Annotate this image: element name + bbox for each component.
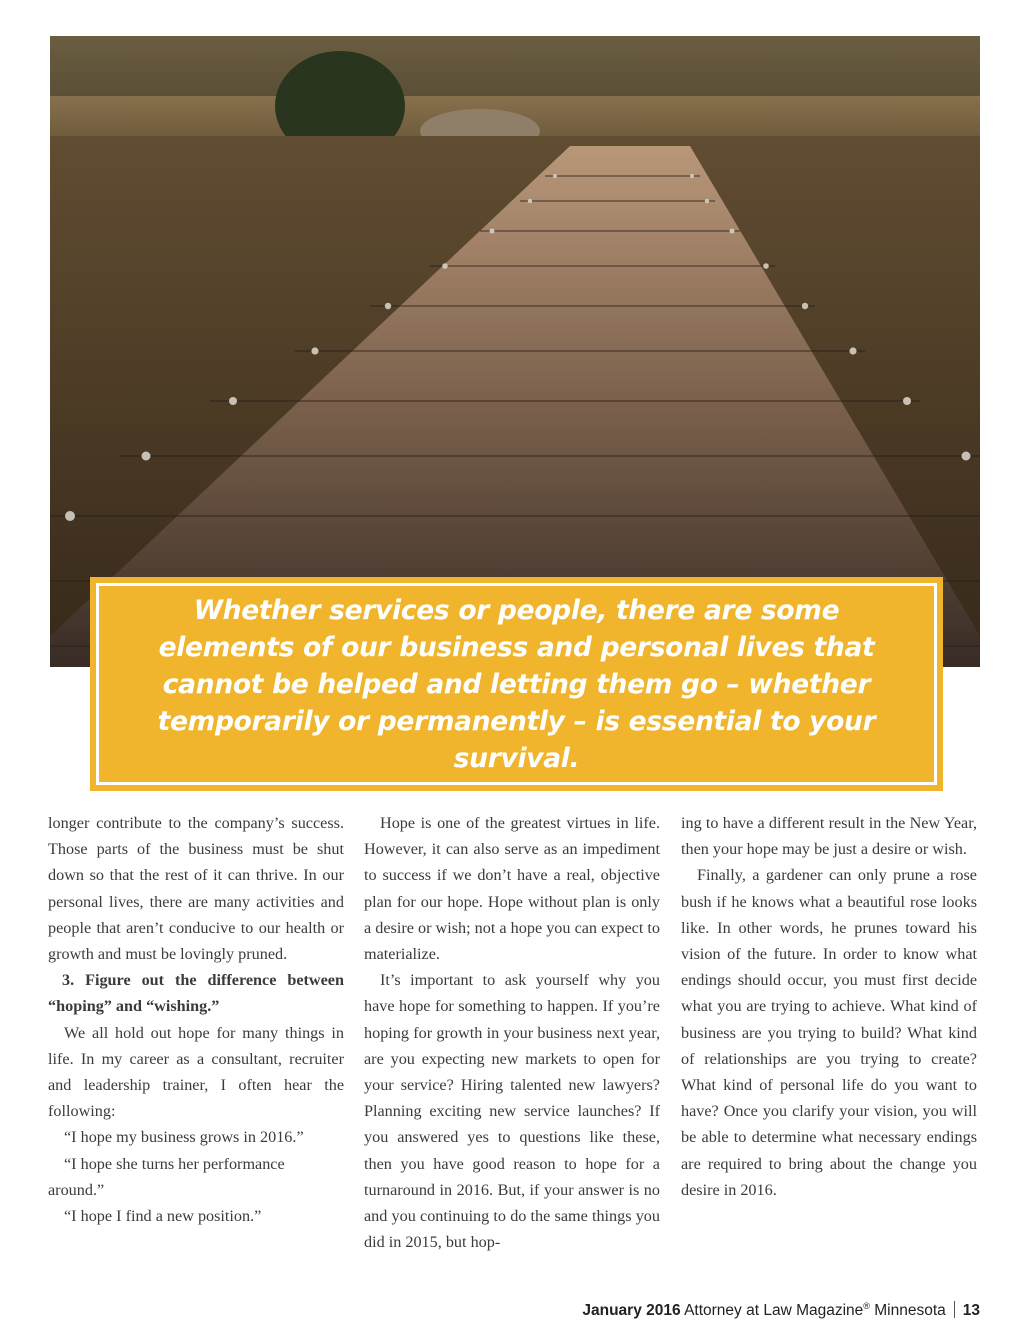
paragraph: It’s important to ask yourself why you have hope for something to happen. If you’re hoping for growth in your business next year, are you expecting new markets to open for your service? Hiring talented new lawyers? Planning exciting new service launches? If you answered yes to questions like these, then you have good reason to hope for a turnaround in 2016. But, if your answer is no and you continuing to do the same things you did in 2015, but hop-	[364, 971, 660, 1252]
registered-mark: ®	[863, 1301, 870, 1311]
boardwalk-photo	[50, 36, 980, 667]
quote-line: “I hope my business grows in 2016.”	[64, 1128, 304, 1147]
paragraph: Finally, a gardener can only prune a rose bush if he knows what a beautiful rose looks like. In other words, he prunes toward his vision of the future. In order to know what endings should occur, you must first decide what you are trying to achieve. What kind of business are you trying to build? What kind of relationships are you trying to create? What kind of personal life do you want to have? Once you clarify your vision, you will be able to determine what necessary endings are required to bring about the change you desire in 2016.	[681, 866, 977, 1199]
paragraph: longer contribute to the company’s success. Those parts of the business must be shut down so that the rest of it can thrive. In our personal lives, there are many activities and people that aren’t conducive to our health or growth and must be lovingly pruned.	[48, 814, 344, 964]
article-column-3	[681, 810, 977, 1203]
footer-date: January 2016	[582, 1302, 681, 1320]
page-footer	[582, 1301, 980, 1320]
article-column-1	[48, 810, 344, 1229]
paragraph: ing to have a different result in the New Year, then your hope may be just a desire or wish.	[681, 814, 977, 859]
quote-line: “I hope she turns her performance around.”	[48, 1154, 285, 1199]
footer-region: Minnesota	[874, 1302, 946, 1320]
pull-quote-box	[90, 577, 943, 791]
paragraph: Hope is one of the greatest virtues in life. However, it can also serve as an impediment to success if we don’t have a real, objective plan for our hope. Hope without plan is only a desire or wish; not a hope you can expect to materialize.	[364, 814, 660, 964]
pull-quote-text: Whether services or people, there are some elements of our business and personal lives that cannot be helped and letting them go – whether temporarily or permanently – is essential to your survival.	[157, 594, 876, 774]
section-heading: 3. Figure out the difference between “hoping” and “wishing.”	[48, 971, 344, 1016]
article-column-2	[364, 810, 660, 1255]
page-number: 13	[962, 1302, 980, 1320]
footer-divider	[954, 1301, 955, 1318]
boardwalk-illustration	[50, 36, 980, 667]
pull-quote-frame	[96, 583, 937, 785]
quote-line: “I hope I find a new position.”	[64, 1207, 262, 1226]
footer-magazine: Attorney at Law Magazine	[684, 1302, 864, 1320]
paragraph: We all hold out hope for many things in life. In my career as a consultant, recruiter and leadership trainer, I often hear the following:	[48, 1023, 344, 1121]
